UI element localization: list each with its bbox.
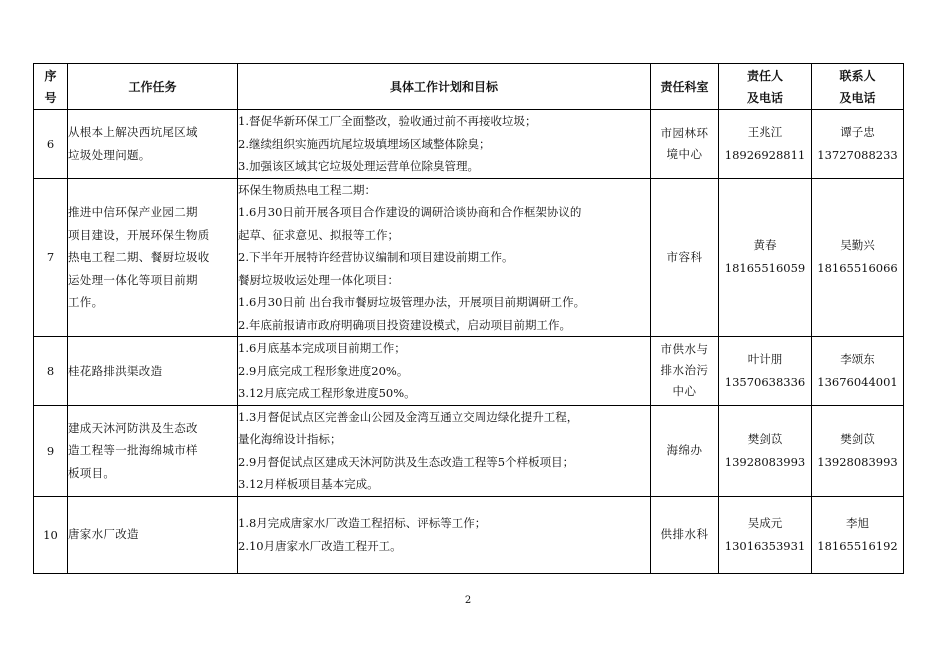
row-seq: 7 bbox=[34, 178, 68, 337]
row-contact: 谭子忠 13727088233 bbox=[812, 110, 904, 179]
row-contact: 樊剑苡 13928083993 bbox=[812, 405, 904, 496]
table-row bbox=[34, 337, 904, 406]
row-plan: 1.3月督促试点区完善金山公园及金湾互通立交周边绿化提升工程， 量化海绵设计指标； 2.9月督促试点区建成天沐河防洪及生态改造工程等5个样板项目； 3.12月样板项目基本完成。 bbox=[238, 405, 651, 496]
row-plan: 环保生物质热电工程二期： 1.6月30日前开展各项目合作建设的调研洽谈协商和合作框架协议的 起草、征求意见、拟报等工作； 2.下半年开展特许经营协议编制和项目建设前期工作。 餐厨垃圾收运处理一体化项目： 1.6月30日前 出台我市餐厨垃圾管理办法，开展项目前期调研工作。 2.年底前报请市政府明确项目投资建设模式，启动项目前期工作。 bbox=[238, 178, 651, 337]
row-owner: 黄春 18165516059 bbox=[719, 178, 812, 337]
row-contact: 吴勤兴 18165516066 bbox=[812, 178, 904, 337]
header-plan: 具体工作计划和目标 bbox=[238, 64, 651, 110]
header-seq: 序 号 bbox=[34, 64, 68, 110]
row-seq: 9 bbox=[34, 405, 68, 496]
header-contact: 联系人 及电话 bbox=[812, 64, 904, 110]
header-task: 工作任务 bbox=[68, 64, 238, 110]
header-row bbox=[34, 64, 904, 110]
row-seq: 8 bbox=[34, 337, 68, 406]
row-owner: 叶计朋 13570638336 bbox=[719, 337, 812, 406]
row-plan: 1.6月底基本完成项目前期工作； 2.9月底完成工程形象进度20%。 3.12月底完成工程形象进度50%。 bbox=[238, 337, 651, 406]
row-plan: 1.督促华新环保工厂全面整改，验收通过前不再接收垃圾； 2.继续组织实施西坑尾垃圾填埋场区域整体除臭； 3.加强该区域其它垃圾处理运营单位除臭管理。 bbox=[238, 110, 651, 179]
page-number: 2 bbox=[464, 595, 472, 606]
row-task: 桂花路排洪渠改造 bbox=[68, 337, 238, 406]
row-task: 建成天沐河防洪及生态改 造工程等一批海绵城市样 板项目。 bbox=[68, 405, 238, 496]
table-row bbox=[34, 496, 904, 573]
row-task: 推进中信环保产业园二期 项目建设，开展环保生物质 热电工程二期、餐厨垃圾收 运处理一体化等项目前期 工作。 bbox=[68, 178, 238, 337]
row-plan: 1.8月完成唐家水厂改造工程招标、评标等工作； 2.10月唐家水厂改造工程开工。 bbox=[238, 496, 651, 573]
row-dept: 市园林环 境中心 bbox=[651, 110, 719, 179]
row-owner: 王兆江 18926928811 bbox=[719, 110, 812, 179]
row-contact: 李颂东 13676044001 bbox=[812, 337, 904, 406]
row-seq: 6 bbox=[34, 110, 68, 179]
table-row bbox=[34, 405, 904, 496]
row-dept: 供排水科 bbox=[651, 496, 719, 573]
row-task: 从根本上解决西坑尾区域 垃圾处理问题。 bbox=[68, 110, 238, 179]
table-row bbox=[34, 110, 904, 179]
header-dept: 责任科室 bbox=[651, 64, 719, 110]
row-contact: 李旭 18165516192 bbox=[812, 496, 904, 573]
work-plan-table bbox=[33, 63, 904, 574]
row-owner: 樊剑苡 13928083993 bbox=[719, 405, 812, 496]
row-task: 唐家水厂改造 bbox=[68, 496, 238, 573]
table-row bbox=[34, 178, 904, 337]
row-dept: 市容科 bbox=[651, 178, 719, 337]
row-dept: 市供水与 排水治污 中心 bbox=[651, 337, 719, 406]
header-owner: 责任人 及电话 bbox=[719, 64, 812, 110]
row-seq: 10 bbox=[34, 496, 68, 573]
row-owner: 吴成元 13016353931 bbox=[719, 496, 812, 573]
row-dept: 海绵办 bbox=[651, 405, 719, 496]
